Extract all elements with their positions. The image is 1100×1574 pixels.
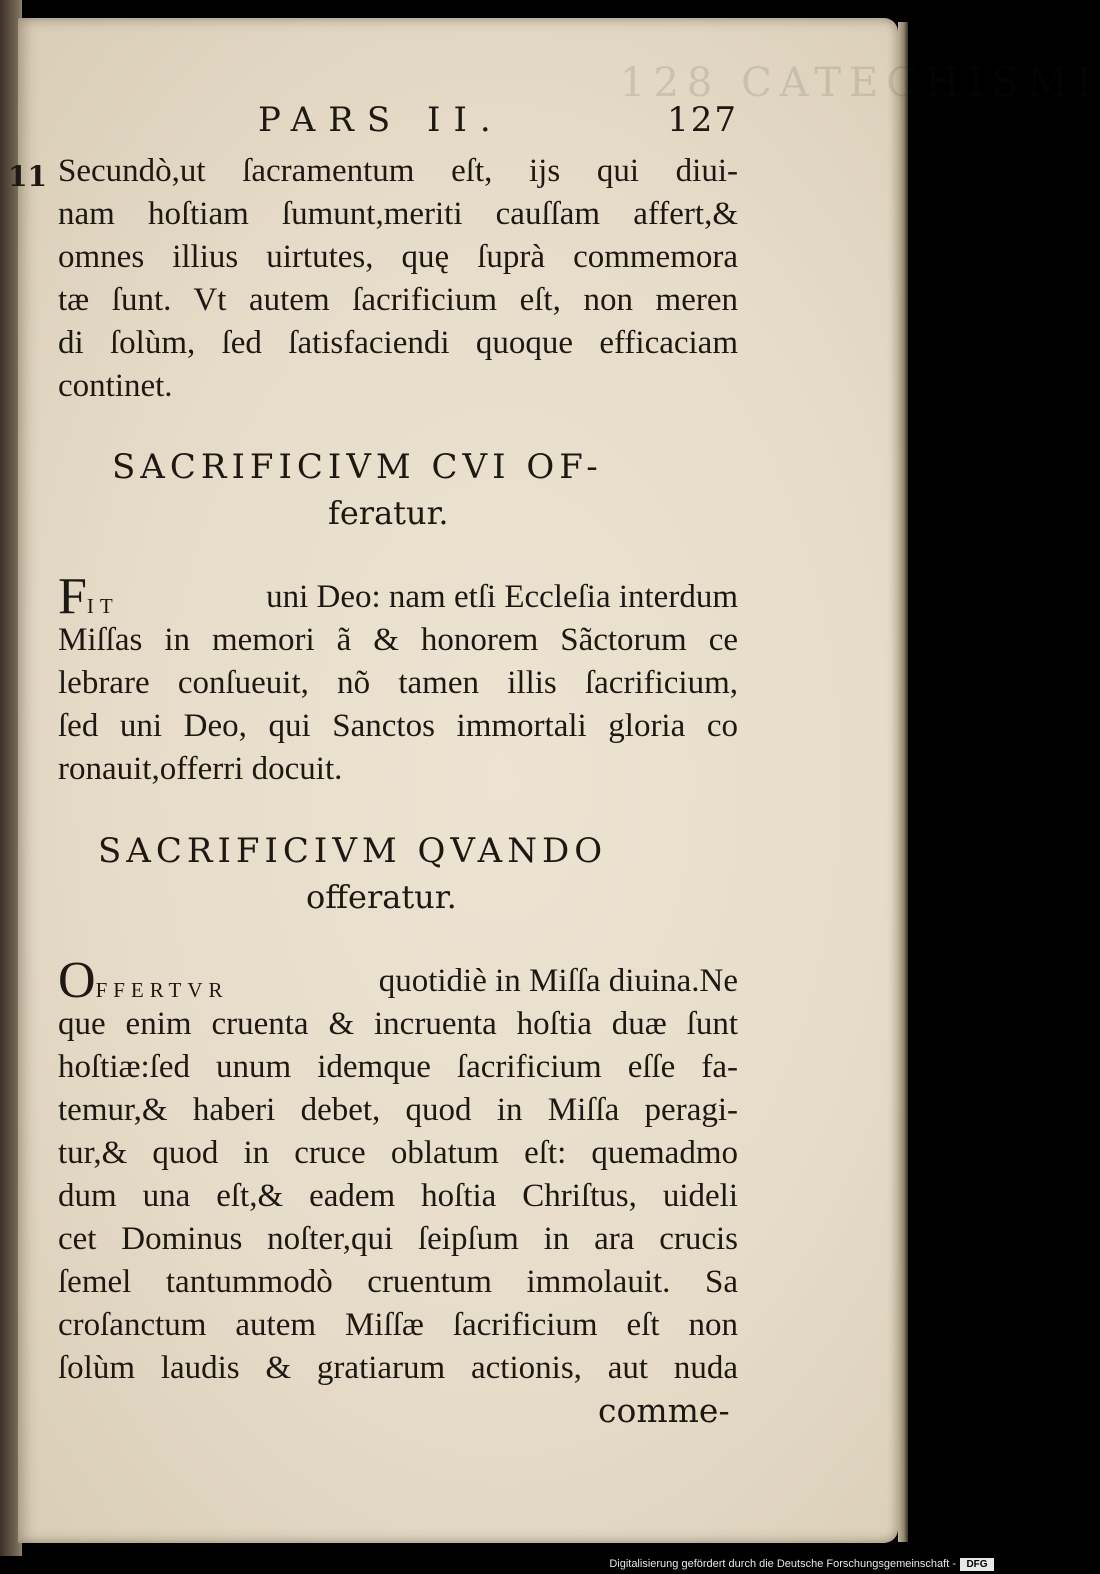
text-line: ſolùm laudis & gratiarum actionis, aut nuda [58,1350,738,1386]
page-edge [898,22,908,1542]
first-paragraph-line [58,952,738,1009]
page-number: 127 [667,100,738,140]
text-line: lebrare conſueuit, nõ tamen illis ſacrificium, [58,665,738,701]
text-line: nam hoſtiam ſumunt,meriti cauſſam affert,& [58,196,738,232]
running-title: PARS II. [258,100,504,140]
text-line: hoſtiæ:ſed unum idemque ſacrificium eſſe fa- [58,1049,738,1085]
text-line: ronauit,offerri docuit. [58,751,343,787]
drop-capital: F [58,568,87,625]
text-line: omnes illius uirtutes, quę ſuprà commemora [58,239,738,275]
text-line: temur,& haberi debet, quod in Miſſa peragi- [58,1092,738,1128]
bleed-through-text: 128 CATECHISMI [620,60,1100,106]
small-caps-word: IT [86,594,119,618]
footer-credit: Digitalisierung gefördert durch die Deutsche Forschungsgemeinschaft - [609,1558,956,1570]
margin-mark: 11 [8,160,47,193]
text-line: ſed uni Deo, qui Sanctos immortali gloria co [58,708,738,744]
text-line: croſanctum autem Miſſæ ſacrificium eſt non [58,1307,738,1343]
section-subheading: feratur. [328,494,449,532]
text-line: que enim cruenta & incruenta hoſtia duæ ſunt [58,1006,738,1042]
text-line: cet Dominus noſter,qui ſeipſum in ara crucis [58,1221,738,1257]
text-line: continet. [58,368,173,404]
page-header [258,100,738,146]
section-subheading: offeratur. [306,878,457,916]
first-paragraph-line [58,568,738,625]
text-line: Secundò,ut ſacramentum eſt, ijs qui diui- [58,153,738,189]
dfg-logo: DFG [960,1558,994,1571]
text-line: tur,& quod in cruce oblatum eſt: quemadmo [58,1135,738,1171]
text-line: tæ ſunt. Vt autem ſacrificium eſt, non meren [58,282,738,318]
catchword: comme- [598,1391,730,1430]
text-line-rest: uni Deo: nam etſi Eccleſia interdum [266,579,738,615]
small-caps-word: FFERTVR [95,978,229,1002]
drop-capital: O [58,952,96,1009]
text-line: dum una eſt,& eadem hoſtia Chriſtus, uideli [58,1178,738,1214]
text-line: ſemel tantummodò cruentum immolauit. Sa [58,1264,738,1300]
text-line: Miſſas in memori ã & honorem Sãctorum ce [58,622,738,658]
section-heading: SACRIFICIVM CVI OF- [112,447,603,487]
text-line-rest: quotidiè in Miſſa diuina.Ne [378,963,738,999]
section-heading: SACRIFICIVM QVANDO [98,831,608,871]
text-line: di ſolùm, ſed ſatisfaciendi quoque efficaciam [58,325,738,361]
